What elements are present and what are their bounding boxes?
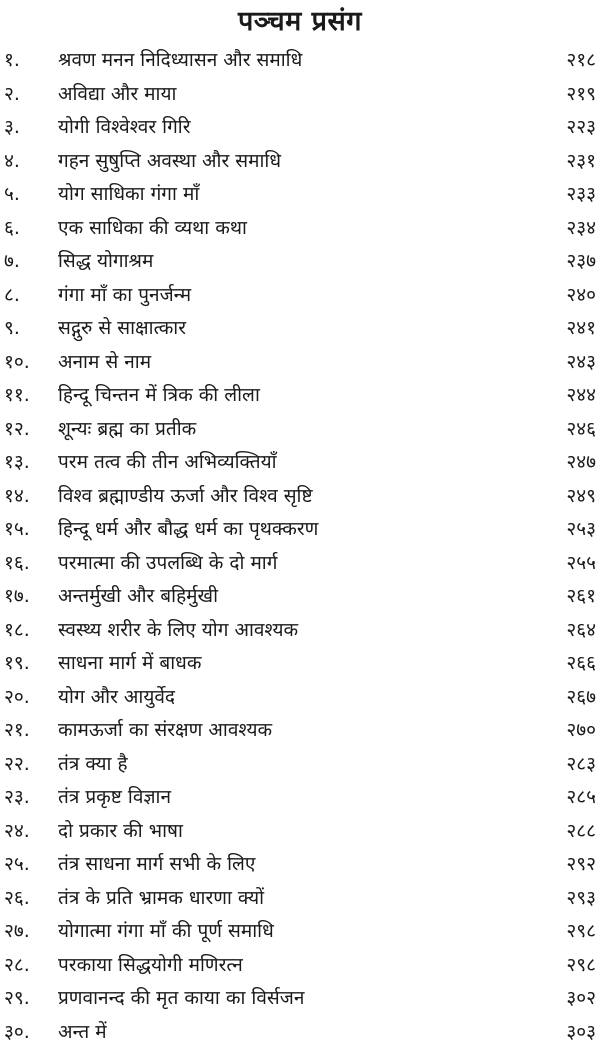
entry-number: २. — [4, 82, 20, 106]
entry-number: १६. — [4, 551, 30, 575]
toc-entry — [0, 580, 600, 614]
entry-page-number: २४९ — [566, 484, 596, 508]
entry-title: योगात्मा गंगा माँ की पूर्ण समाधि — [58, 919, 274, 943]
entry-page-number: २७० — [566, 718, 596, 742]
entry-title: विश्व ब्रह्माण्डीय ऊर्जा और विश्व सृष्टि — [58, 484, 313, 508]
entry-page-number: २४४ — [566, 383, 596, 407]
entry-number: २४. — [4, 819, 30, 843]
entry-title: परम तत्व की तीन अभिव्यक्तियाँ — [58, 450, 277, 474]
toc-entry — [0, 145, 600, 179]
entry-page-number: २६७ — [566, 685, 596, 709]
entry-page-number: ३०२ — [566, 986, 596, 1010]
toc-entry — [0, 714, 600, 748]
toc-entry — [0, 346, 600, 380]
toc-entry — [0, 178, 600, 212]
entry-number: १७. — [4, 584, 30, 608]
entry-title: सिद्ध योगाश्रम — [58, 249, 153, 273]
entry-title: योगी विश्वेश्वर गिरि — [58, 115, 190, 139]
entry-title: गंगा माँ का पुनर्जन्म — [58, 283, 191, 307]
entry-title: तंत्र साधना मार्ग सभी के लिए — [58, 852, 255, 876]
entry-page-number: २६१ — [566, 584, 596, 608]
toc-entry — [0, 312, 600, 346]
entry-number: १२. — [4, 417, 30, 441]
toc-entry — [0, 647, 600, 681]
entry-number: २१. — [4, 718, 30, 742]
entry-page-number: २४१ — [566, 316, 596, 340]
entry-number: १५. — [4, 517, 30, 541]
entry-page-number: २८८ — [566, 819, 596, 843]
entry-page-number: २१९ — [566, 82, 596, 106]
entry-title: साधना मार्ग में बाधक — [58, 651, 201, 675]
entry-number: १०. — [4, 350, 30, 374]
entry-title: तंत्र के प्रति भ्रामक धारणा क्यों — [58, 886, 264, 910]
toc-entry — [0, 446, 600, 480]
toc-entry — [0, 78, 600, 112]
entry-page-number: २४६ — [566, 417, 596, 441]
toc-entry — [0, 949, 600, 983]
toc-entry — [0, 781, 600, 815]
section-heading: पञ्चम प्रसंग — [0, 4, 600, 40]
entry-title: स्वस्थ्य शरीर के लिए योग आवश्यक — [58, 618, 298, 642]
entry-title: गहन सुषुप्ति अवस्था और समाधि — [58, 149, 281, 173]
toc-entry — [0, 379, 600, 413]
entry-number: २६. — [4, 886, 30, 910]
entry-number: ११. — [4, 383, 30, 407]
entry-number: ८. — [4, 283, 20, 307]
toc-entry — [0, 915, 600, 949]
entry-page-number: २४० — [566, 283, 596, 307]
toc-entry — [0, 547, 600, 581]
entry-number: १४. — [4, 484, 30, 508]
entry-number: २३. — [4, 785, 30, 809]
entry-number: ५. — [4, 182, 20, 206]
entry-number: २२. — [4, 752, 30, 776]
entry-page-number: २४३ — [566, 350, 596, 374]
toc-entry — [0, 413, 600, 447]
entry-page-number: २९३ — [566, 886, 596, 910]
toc-entry — [0, 480, 600, 514]
entry-page-number: २६४ — [566, 618, 596, 642]
toc-entry — [0, 212, 600, 246]
entry-number: ३. — [4, 115, 20, 139]
entry-page-number: २५३ — [566, 517, 596, 541]
entry-title: परकाया सिद्धयोगी मणिरत्न — [58, 953, 243, 977]
toc-entry — [0, 44, 600, 78]
entry-title: सद्गुरु से साक्षात्कार — [58, 316, 186, 340]
toc-entry — [0, 748, 600, 782]
entry-page-number: २४७ — [566, 450, 596, 474]
toc-entry — [0, 279, 600, 313]
toc-entry — [0, 1016, 600, 1049]
entry-page-number: २३१ — [566, 149, 596, 173]
entry-title: योग साधिका गंगा माँ — [58, 182, 199, 206]
entry-page-number: ३०३ — [566, 1020, 596, 1044]
entry-number: १. — [4, 48, 20, 72]
toc-entry — [0, 614, 600, 648]
entry-page-number: २२३ — [566, 115, 596, 139]
entry-title: दो प्रकार की भाषा — [58, 819, 183, 843]
toc-entry — [0, 513, 600, 547]
entry-page-number: २३४ — [566, 216, 596, 240]
entry-number: २८. — [4, 953, 30, 977]
entry-page-number: २१८ — [566, 48, 596, 72]
entry-title: अनाम से नाम — [58, 350, 151, 374]
entry-number: ९. — [4, 316, 20, 340]
entry-number: २७. — [4, 919, 30, 943]
entry-title: हिन्दू धर्म और बौद्ध धर्म का पृथक्करण — [58, 517, 318, 541]
entry-number: १८. — [4, 618, 30, 642]
entry-title: अन्त में — [58, 1020, 107, 1044]
entry-title: तंत्र प्रकृष्ट विज्ञान — [58, 785, 171, 809]
toc-entry — [0, 245, 600, 279]
toc-entry — [0, 982, 600, 1016]
entry-number: ६. — [4, 216, 20, 240]
entry-page-number: २५५ — [566, 551, 596, 575]
entry-page-number: २३७ — [566, 249, 596, 273]
entry-page-number: २८५ — [566, 785, 596, 809]
entry-title: अन्तर्मुखी और बहिर्मुखी — [58, 584, 218, 608]
entry-number: २५. — [4, 852, 30, 876]
entry-title: श्रवण मनन निदिध्यासन और समाधि — [58, 48, 302, 72]
entry-number: ३०. — [4, 1020, 30, 1044]
entry-title: प्रणवानन्द की मृत काया का विर्सजन — [58, 986, 304, 1010]
toc-entry — [0, 882, 600, 916]
entry-title: अविद्या और माया — [58, 82, 176, 106]
entry-number: १३. — [4, 450, 30, 474]
entry-number: ४. — [4, 149, 20, 173]
entry-number: २९. — [4, 986, 30, 1010]
toc-entry — [0, 111, 600, 145]
entry-title: तंत्र क्या है — [58, 752, 128, 776]
entry-number: ७. — [4, 249, 20, 273]
entry-page-number: २९२ — [566, 852, 596, 876]
toc-entry — [0, 815, 600, 849]
entry-page-number: २३३ — [566, 182, 596, 206]
entry-title: हिन्दू चिन्तन में त्रिक की लीला — [58, 383, 260, 407]
table-of-contents — [0, 44, 600, 1049]
entry-title: योग और आयुर्वेद — [58, 685, 175, 709]
toc-entry — [0, 681, 600, 715]
entry-page-number: २८३ — [566, 752, 596, 776]
entry-number: १९. — [4, 651, 30, 675]
entry-title: कामऊर्जा का संरक्षण आवश्यक — [58, 718, 272, 742]
entry-page-number: २६६ — [566, 651, 596, 675]
entry-title: शून्यः ब्रह्म का प्रतीक — [58, 417, 196, 441]
entry-page-number: २९८ — [566, 919, 596, 943]
entry-number: २०. — [4, 685, 30, 709]
entry-title: परमात्मा की उपलब्धि के दो मार्ग — [58, 551, 277, 575]
entry-page-number: २९८ — [566, 953, 596, 977]
entry-title: एक साधिका की व्यथा कथा — [58, 216, 247, 240]
toc-entry — [0, 848, 600, 882]
